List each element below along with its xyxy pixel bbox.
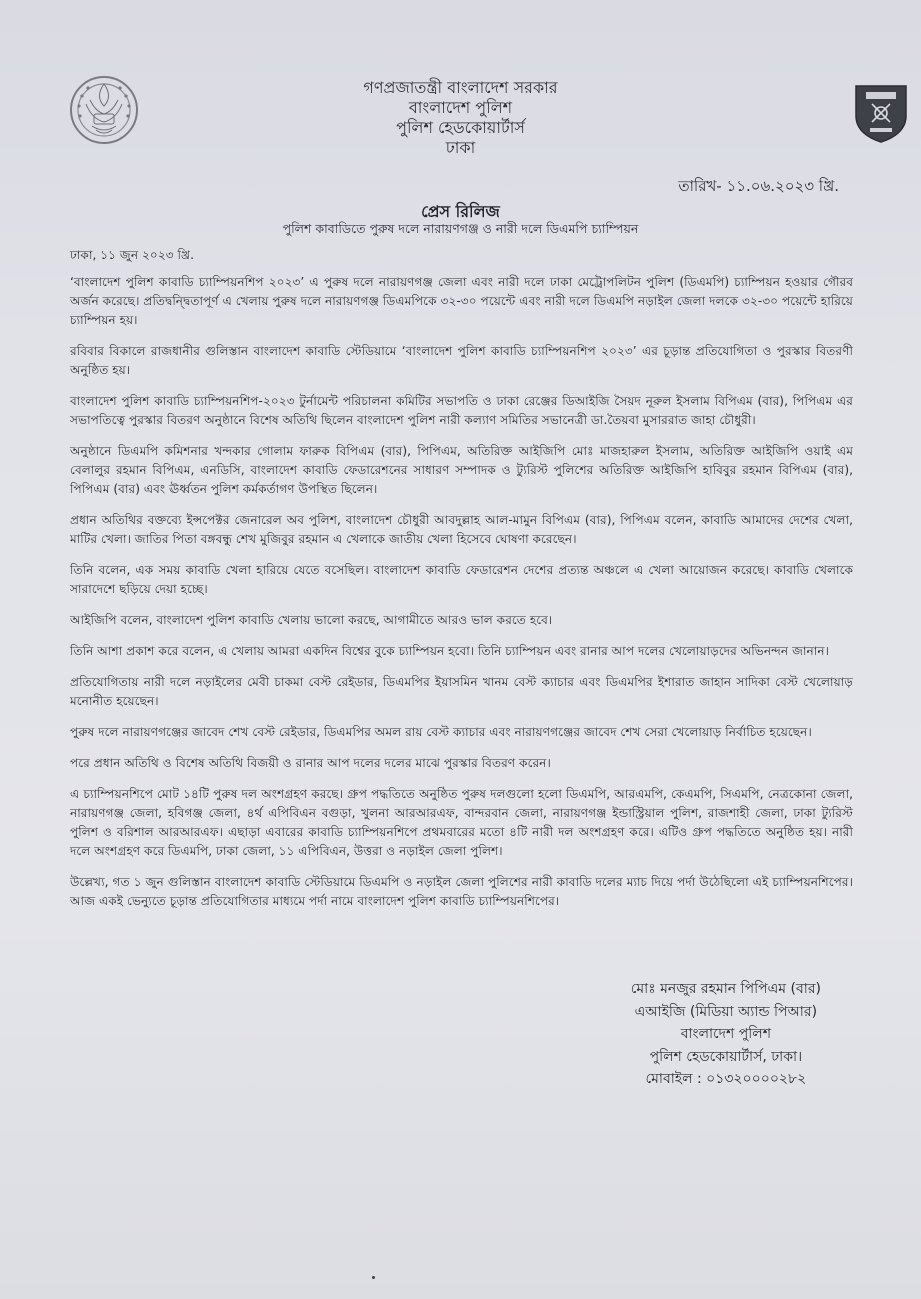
paragraph: পরে প্রধান অতিথি ও বিশেষ অতিথি বিজয়ী ও রানার আপ দলের দলের মাঝে পুরস্কার বিতরণ করেন। (70, 756, 551, 770)
press-release-subtitle: পুলিশ কাবাডিতে পুরুষ দলে নারায়ণগঞ্জ ও নারী দলে ডিএমপি চ্যাম্পিয়ন (282, 221, 639, 236)
letterhead (0, 78, 921, 158)
dateline: ঢাকা, ১১ জুন ২০২৩ খ্রি. (70, 248, 194, 262)
signatory-mobile: মোবাইল : ০১৩২০০০০২৮২ (645, 1071, 807, 1087)
paragraph: তিনি আশা প্রকাশ করে বলেন, এ খেলায় আমরা একদিন বিশ্বের বুকে চ্যাম্পিয়ন হবো। তিনি চ্যাম্পিয়ন এবং রানার আপ দলের খেলোয়াড়দের অভিনন্দন জানান। (70, 644, 829, 658)
press-release-body (70, 246, 853, 923)
paragraph: আইজিপি বলেন, বাংলাদেশ পুলিশ কাবাডি খেলায় ভালো করছে, আগামীতে আরও ভাল করতে হবে। (70, 613, 553, 627)
paragraph: অনুষ্ঠানে ডিএমপি কমিশনার খন্দকার গোলাম ফারুক বিপিএম (বার), পিপিএম, অতিরিক্ত আইজিপি মোঃ মাজহারুল ইসলাম, অতিরিক্ত আইজিপি ওয়াই এম বেলালুর রহমান বিপিএম, এনডিসি, বাংলাদেশ কাবাডি ফেডারেশনের সাধারণ সম্পাদক ও ট্যুরিস্ট পুলিশের অতিরিক্ত আইজিপি হাবিবুর রহমান বিপিএম (বার), পিপিএম (বার) এবং ঊর্ধ্বতন পুলিশ কর্মকর্তাগণ উপস্থিত ছিলেন। (70, 444, 853, 496)
paragraph: ‘বাংলাদেশ পুলিশ কাবাডি চ্যাম্পিয়নশিপ ২০২৩’ এ পুরুষ দলে নারায়ণগঞ্জ জেলা এবং নারী দলে ঢাকা মেট্রোপলিটন পুলিশ (ডিএমপি) চ্যাম্পিয়ন হওয়ার গৌরব অর্জন করেছে। প্রতিদ্বন্দ্বিতাপূর্ণ এ খেলায় পুরুষ দলে নারায়ণগঞ্জ ডিএমপিকে ৩২-৩০ পয়েন্টে এবং নারী দলে ডিএমপি নড়াইল জেলা দলকে ৩২-৩০ পয়েন্টে হারিয়ে চ্যাম্পিয়ন হয়। (70, 275, 853, 327)
city-name: ঢাকা (445, 138, 476, 157)
signature-block (631, 978, 821, 1091)
paragraph: প্রতিযোগিতায় নারী দলে নড়াইলের মেবী চাকমা বেস্ট রেইডার, ডিএমপির ইয়াসমিন খানম বেস্ট ক্যাচার এবং ডিএমপির ইশারাত জাহান সাদিকা বেস্ট খেলোয়াড় মনোনীত হয়েছেন। (70, 675, 853, 708)
paragraph: প্রধান অতিথির বক্তব্যে ইন্সপেক্টর জেনারেল অব পুলিশ, বাংলাদেশ চৌধুরী আবদুল্লাহ আল-মামুন বিপিএম (বার), পিপিএম বলেন, কাবাডি আমাদের দেশের খেলা, মাটির খেলা। জাতির পিতা বঙ্গবন্ধু শেখ মুজিবুর রহমান এ খেলাকে জাতীয় খেলা হিসেবে ঘোষণা করেছেন। (70, 513, 853, 546)
paragraph: তিনি বলেন, এক সময় কাবাডি খেলা হারিয়ে যেতে বসেছিল। বাংলাদেশ কাবাডি ফেডারেশন দেশের প্রত্যন্ত অঞ্চলে এ খেলা আয়োজন করেছে। কাবাডি খেলাকে সারাদেশে ছড়িয়ে দেয়া হচ্ছে। (70, 563, 853, 596)
press-release-title: প্রেস রিলিজ (421, 202, 500, 221)
paragraph: উল্লেখ্য, গত ১ জুন গুলিস্তান বাংলাদেশ কাবাডি স্টেডিয়ামে ডিএমপি ও নড়াইল জেলা পুলিশের নারী কাবাডি দলের ম্যাচ দিয়ে পর্দা উঠেছিলো এই চ্যাম্পিয়নশিপের। আজ একই ভেন্যুতে চূড়ান্ত প্রতিযোগিতার মাধ্যমে পর্দা নামে বাংলাদেশ পুলিশ কাবাডি চ্যাম্পিয়নশিপের। (70, 875, 853, 908)
paragraph: পুরুষ দলে নারায়ণগঞ্জের জাবেদ শেখ বেস্ট রেইডার, ডিএমপির অমল রায় বেস্ট ক্যাচার এবং নারায়ণগঞ্জের জাবেদ শেখ সেরা খেলোয়াড় নির্বাচিত হয়েছেন। (70, 725, 812, 739)
paragraph: বাংলাদেশ পুলিশ কাবাডি চ্যাম্পিয়নশিপ-২০২৩ টুর্নামেন্ট পরিচালনা কমিটির সভাপতি ও ঢাকা রেঞ্জের ডিআইজি সৈয়দ নূরুল ইসলাম বিপিএম (বার), পিপিএম এর সভাপতিত্বে পুরস্কার বিতরণ অনুষ্ঠানে বিশেষ অতিথি ছিলেন বাংলাদেশ পুলিশ নারী কল্যাণ সমিতির সভানেত্রী ডা.তৈয়বা মুসাররাত জাহা চৌধুরী। (70, 394, 853, 427)
signatory-name: মোঃ মনজুর রহমান পিপিএম (বার) (630, 981, 821, 997)
issue-date: তারিখ- ১১.০৬.২০২৩ খ্রি. (678, 177, 839, 195)
signatory-office: পুলিশ হেডকোয়ার্টার্স, ঢাকা। (649, 1048, 803, 1065)
signatory-designation: এআইজি (মিডিয়া অ্যান্ড পিআর) (634, 1003, 818, 1020)
paper-speck (372, 1276, 375, 1279)
government-name: গণপ্রজাতন্ত্রী বাংলাদেশ সরকার (363, 78, 558, 97)
paragraph: রবিবার বিকালে রাজধানীর গুলিস্তান বাংলাদেশ কাবাডি স্টেডিয়ামে ‘বাংলাদেশ পুলিশ কাবাডি চ্যাম্পিয়নশিপ ২০২৩’ এর চূড়ান্ত প্রতিযোগিতা ও পুরস্কার বিতরণী অনুষ্ঠিত হয়। (70, 344, 853, 377)
paragraph: এ চ্যাম্পিয়নশিপে মোট ১৪টি পুরুষ দল অংশগ্রহণ করছে। গ্রুপ পদ্ধতিতে অনুষ্ঠিত পুরুষ দলগুলো হলো ডিএমপি, আরএমপি, কেএমপি, সিএমপি, নেত্রকোনা জেলা, নারায়ণগঞ্জ জেলা, হবিগঞ্জ জেলা, ৪র্থ এপিবিএন বগুড়া, খুলনা আরআরএফ, বান্দরবান জেলা, নারায়ণগঞ্জ ইন্ডাস্ট্রিয়াল পুলিশ, রাজশাহী জেলা, ঢাকা ট্যুরিস্ট পুলিশ ও বরিশাল আরআরএফ। এছাড়া এবারের কাবাডি চ্যাম্পিয়নশিপে প্রথমবারের মতো ৪টি নারী দল অংশগ্রহণ করে। এটিও গ্রুপ পদ্ধতিতে অনুষ্ঠিত হয়। নারী দলে অংশগ্রহণ করে ডিএমপি, ঢাকা জেলা, ১১ এপিবিএন, উত্তরা ও নড়াইল জেলা পুলিশ। (70, 787, 853, 858)
police-name: বাংলাদেশ পুলিশ (408, 98, 513, 117)
signatory-organization: বাংলাদেশ পুলিশ (680, 1026, 771, 1042)
headquarters-name: পুলিশ হেডকোয়ার্টার্স (396, 118, 525, 137)
